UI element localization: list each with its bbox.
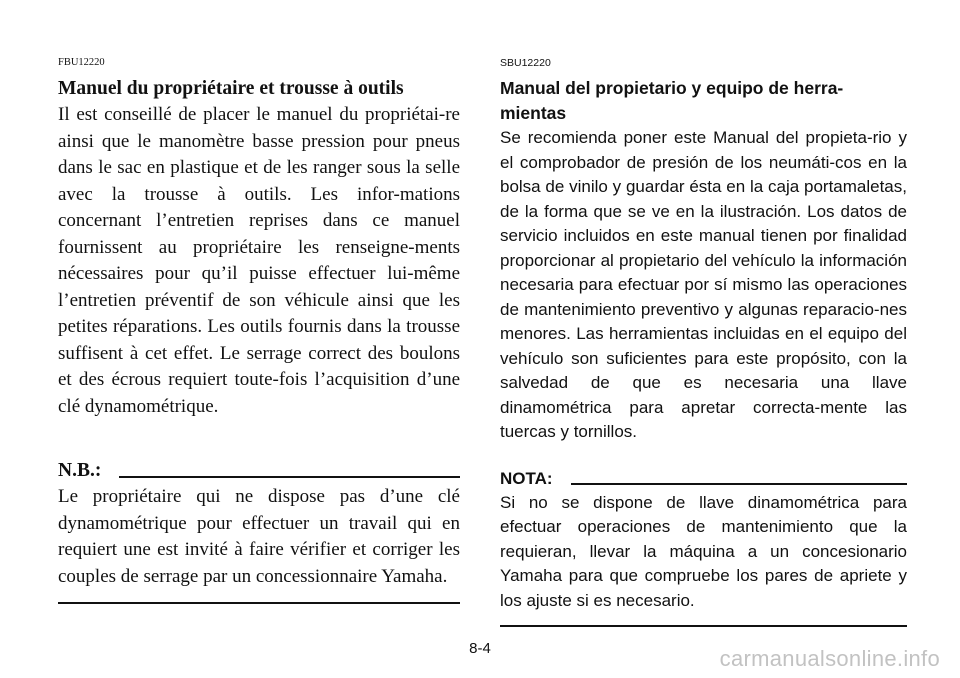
page-number: 8-4 <box>469 640 491 657</box>
french-column <box>58 56 460 604</box>
note-header <box>500 467 907 491</box>
section-heading: Manual del propietario y equipo de herra-mientas <box>500 78 844 123</box>
note-divider <box>571 483 907 485</box>
section-heading: Manuel du propriétaire et trousse à outils <box>58 78 404 99</box>
note-paragraph: Le propriétaire qui ne dispose pas d’une clé dynamométrique pour effectuer un travail qui en requiert une est invité à faire vérifier et corriger les couples de serrage par un concessionnaire Yamaha. <box>58 486 460 587</box>
note-label: N.B.: <box>58 460 102 481</box>
watermark: carmanualsonline.info <box>719 646 940 671</box>
body-paragraph: Se recomienda poner este Manual del propieta-rio y el comprobador de presión de los neumáti-cos en la bolsa de vinilo y guardar ésta en la caja portamaletas, de la forma que se ve en la ilustración. Los datos de servicio incluidos en este manual tienen por finalidad proporcionar al propietario del vehículo la información necesaria para efectuar por sí mismo las operaciones de mantenimiento preventivo y algunas reparacio-nes menores. Las herramientas incluidas en el equipo del vehículo son suficientes para este propósito, con la salvedad de que es necesaria una llave dinamométrica para apretar correcta-mente las tuercas y tornillos. <box>500 128 907 441</box>
spanish-column <box>500 56 907 627</box>
note-header <box>58 458 460 484</box>
note-label: NOTA: <box>500 468 553 488</box>
note-divider <box>119 476 460 478</box>
body-paragraph: Il est conseillé de placer le manuel du propriétai-re ainsi que le manomètre basse pression pour pneus dans le sac en plastique et de les ranger sous la selle avec la trousse à outils. Les infor-mations concernant l’entretien reprises dans ce manuel fournissent au propriétaire les renseigne-ments nécessaires pour qu’il puisse effectuer lui-même l’entretien préventif de son véhicule ainsi que les petites réparations. Les outils fournis dans la trousse suffisent à cet effet. Le serrage correct des boulons et des écrous requiert toute-fois l’acquisition d’une clé dynamométrique. <box>58 104 460 417</box>
section-code: FBU12220 <box>58 57 105 68</box>
note-paragraph: Si no se dispone de llave dinamométrica para efectuar operaciones de mantenimiento que la requieran, llevar la máquina a un concesionario Yamaha para que compruebe los pares de apriete y los ajuste si es necesario. <box>500 492 907 610</box>
note-end-divider <box>58 602 460 604</box>
section-code: SBU12220 <box>500 57 551 69</box>
note-end-divider <box>500 625 907 627</box>
